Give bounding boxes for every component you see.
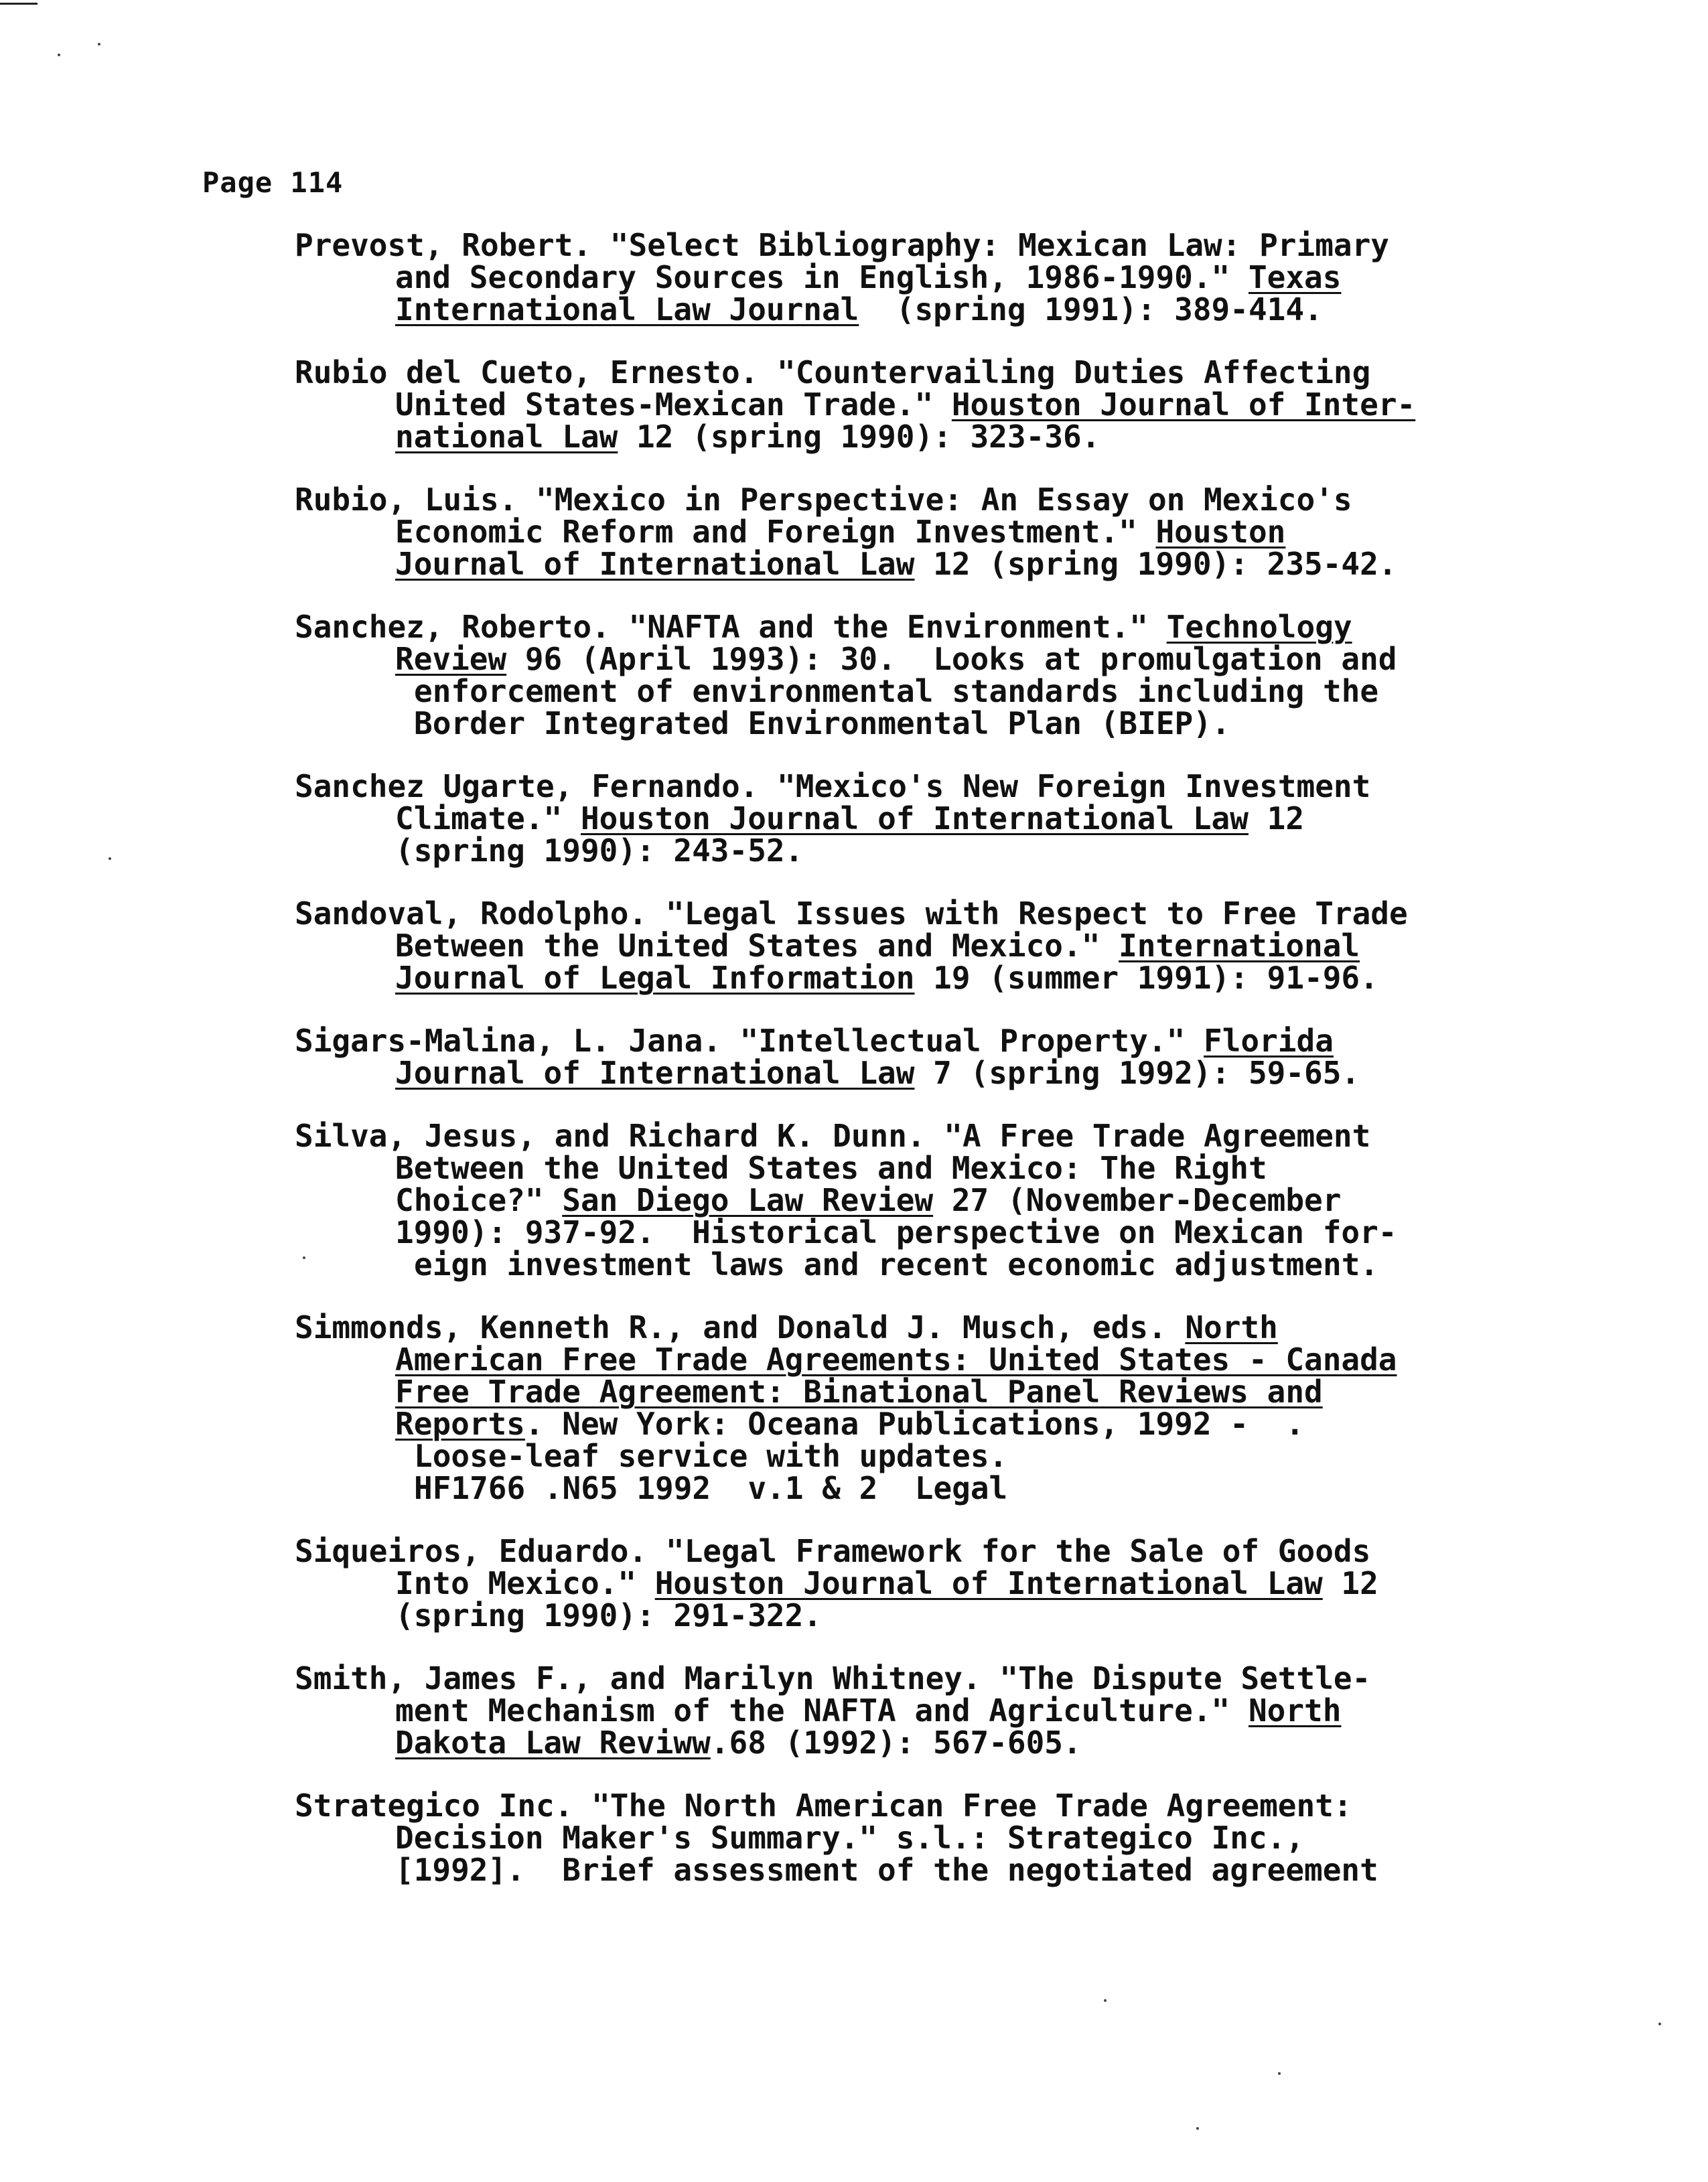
citation-text: Sanchez, Roberto. "NAFTA and the Environment." (295, 609, 1167, 645)
citation-text: Simmonds, Kenneth R., and Donald J. Musch, eds. (295, 1309, 1186, 1345)
citation-text: Rubio, Luis. "Mexico in Perspective: An Essay on Mexico's (295, 482, 1352, 518)
citation-text: HF1766 .N65 1992 v.1 & 2 Legal (414, 1470, 1008, 1506)
citation-text: 12 (1248, 800, 1305, 837)
citation-text: Sandoval, Rodolpho. "Legal Issues with Respect to Free Trade (295, 895, 1408, 932)
citation-text: Into Mexico." (395, 1565, 655, 1601)
entry-continuation-line (295, 1057, 1541, 1089)
entry-first-line (295, 356, 1541, 388)
entry-continuation-line (295, 1567, 1541, 1599)
citation-text: Sigars-Malina, L. Jana. "Intellectual Property." (295, 1023, 1204, 1059)
publication-title: San Diego Law Review (562, 1182, 934, 1218)
bibliography-entry (295, 770, 1541, 867)
entry-continuation-line (295, 1152, 1541, 1184)
publication-title: North (1185, 1309, 1278, 1345)
citation-text: Prevost, Robert. "Select Bibliography: Mexican Law: Primary (295, 227, 1389, 263)
publication-title: Texas (1248, 259, 1342, 295)
bibliography-list (295, 229, 1541, 1917)
entry-continuation-line (295, 1184, 1541, 1216)
citation-text: Smith, James F., and Marilyn Whitney. "The Dispute Settle- (295, 1660, 1371, 1696)
publication-title: Reports (395, 1406, 525, 1442)
citation-text: 19 (summer 1991): 91-96. (914, 960, 1378, 996)
citation-text: United States-Mexican Trade." (395, 386, 952, 423)
entry-continuation-line (295, 834, 1541, 867)
citation-text: [1992]. Brief assessment of the negotiated agreement (395, 1852, 1378, 1888)
citation-text: 7 (spring 1992): 59-65. (914, 1055, 1360, 1091)
scan-speck (303, 1256, 305, 1259)
entry-first-line (295, 1120, 1541, 1152)
citation-text: Climate." (395, 800, 581, 837)
citation-text: Choice?" (395, 1182, 563, 1218)
entry-continuation-line (295, 1440, 1541, 1472)
bibliography-entry (295, 484, 1541, 580)
entry-first-line (295, 229, 1541, 261)
entry-continuation-line (295, 548, 1541, 580)
citation-text: Loose-leaf service with updates. (414, 1438, 1008, 1474)
bibliography-entry (295, 1025, 1541, 1089)
bibliography-entry (295, 611, 1541, 739)
publication-title: International (1119, 928, 1360, 964)
citation-text: Between the United States and Mexico." (395, 928, 1119, 964)
publication-title: International Law Journal (395, 291, 859, 328)
citation-text: 1990): 937-92. Historical perspective on Mexican for- (395, 1214, 1397, 1250)
entry-continuation-line (295, 707, 1541, 739)
scan-speck (1278, 2072, 1281, 2075)
entry-continuation-line (295, 1343, 1541, 1376)
citation-text: Strategico Inc. "The North American Free Trade Agreement: (295, 1788, 1352, 1824)
publication-title: Florida (1204, 1023, 1334, 1059)
publication-title: Journal of International Law (395, 546, 915, 582)
publication-title: American Free Trade Agreements: United States - Canada (395, 1341, 1397, 1378)
entry-first-line (295, 1790, 1541, 1822)
bibliography-entry (295, 227, 1541, 328)
citation-text: . New York: Oceana Publications, 1992 - . (524, 1406, 1305, 1442)
citation-text: Rubio del Cueto, Ernesto. "Countervailing Duties Affecting (295, 354, 1371, 390)
entry-continuation-line (295, 421, 1541, 453)
scan-speck (1104, 1999, 1107, 2002)
entry-first-line (295, 484, 1541, 516)
publication-title: Journal of International Law (395, 1055, 915, 1091)
citation-text: 27 (November-December (933, 1182, 1342, 1218)
publication-title: Houston (1155, 514, 1286, 550)
entry-first-line (295, 1311, 1541, 1343)
scan-speck (1196, 2127, 1199, 2130)
entry-continuation-line (295, 261, 1541, 293)
entry-continuation-line (295, 516, 1541, 548)
bibliography-entry (295, 1311, 1541, 1504)
publication-title: Free Trade Agreement: Binational Panel Reviews and (395, 1374, 1323, 1410)
publication-title: Houston Journal of International Law (580, 800, 1249, 837)
citation-text: Silva, Jesus, and Richard K. Dunn. "A Free Trade Agreement (295, 1118, 1371, 1154)
publication-title: Houston Journal of International Law (654, 1565, 1323, 1601)
entry-continuation-line (295, 962, 1541, 994)
citation-text: (spring 1991): 389-414. (859, 291, 1323, 328)
entry-continuation-line (295, 930, 1541, 962)
entry-continuation-line (295, 1248, 1541, 1281)
citation-text: and Secondary Sources in English, 1986-1990." (395, 259, 1249, 295)
citation-text: Siqueiros, Eduardo. "Legal Framework for the Sale of Goods (295, 1533, 1371, 1569)
citation-text: (spring 1990): 291-322. (395, 1597, 822, 1633)
entry-first-line (295, 611, 1541, 643)
entry-continuation-line (295, 1472, 1541, 1504)
entry-first-line (295, 770, 1541, 802)
bibliography-entry (295, 1535, 1541, 1631)
scan-speck (58, 54, 60, 56)
publication-title: Journal of Legal Information (395, 960, 915, 996)
entry-continuation-line (295, 291, 1541, 328)
bibliography-entry (295, 1120, 1541, 1281)
citation-text: Border Integrated Environmental Plan (BIEP). (414, 705, 1230, 741)
publication-title: North (1248, 1692, 1342, 1729)
entry-first-line (295, 897, 1541, 930)
publication-title: national Law (395, 419, 618, 455)
bibliography-entry (295, 356, 1541, 453)
entry-continuation-line (295, 1694, 1541, 1727)
bibliography-entry (295, 1662, 1541, 1759)
entry-first-line (295, 1535, 1541, 1567)
citation-text: Sanchez Ugarte, Fernando. "Mexico's New Foreign Investment (295, 768, 1371, 804)
entry-continuation-line (295, 388, 1541, 421)
citation-text: enforcement of environmental standards including the (414, 673, 1379, 709)
entry-continuation-line (295, 1216, 1541, 1248)
entry-continuation-line (295, 1408, 1541, 1440)
citation-text: 12 (1322, 1565, 1378, 1601)
citation-text: 12 (spring 1990): 235-42. (914, 546, 1397, 582)
entry-continuation-line (295, 1727, 1541, 1759)
scan-speck (98, 43, 100, 46)
citation-text: Between the United States and Mexico: The Right (395, 1150, 1267, 1186)
scan-speck (1658, 2023, 1661, 2025)
entry-continuation-line (295, 800, 1541, 837)
citation-text: Decision Maker's Summary." s.l.: Strategico Inc., (395, 1820, 1305, 1856)
entry-first-line (295, 1025, 1541, 1057)
scan-artifact (0, 3, 38, 5)
citation-text: ment Mechanism of the NAFTA and Agriculture." (395, 1692, 1249, 1729)
bibliography-entry (295, 1790, 1541, 1886)
citation-text: Economic Reform and Foreign Investment." (395, 514, 1156, 550)
scan-speck (109, 857, 111, 860)
entry-continuation-line (295, 643, 1541, 675)
citation-text: eign investment laws and recent economic adjustment. (414, 1246, 1379, 1283)
publication-title: Technology (1166, 609, 1352, 645)
publication-title: Review (395, 641, 507, 677)
publication-title: Houston Journal of Inter- (951, 386, 1416, 423)
entry-continuation-line (295, 1376, 1541, 1408)
citation-text: (spring 1990): 243-52. (395, 832, 804, 869)
bibliography-entry (295, 897, 1541, 994)
citation-text: .68 (1992): 567-605. (710, 1725, 1082, 1761)
entry-first-line (295, 1662, 1541, 1694)
entry-continuation-line (295, 675, 1541, 707)
citation-text: 96 (April 1993): 30. Looks at promulgation and (506, 641, 1397, 677)
publication-title: Dakota Law Reviww (395, 1725, 711, 1761)
entry-continuation-line (295, 1599, 1541, 1631)
entry-continuation-line (295, 1822, 1541, 1854)
entry-continuation-line (295, 1854, 1541, 1886)
citation-text: 12 (spring 1990): 323-36. (618, 419, 1100, 455)
page-number: Page 114 (202, 166, 344, 199)
